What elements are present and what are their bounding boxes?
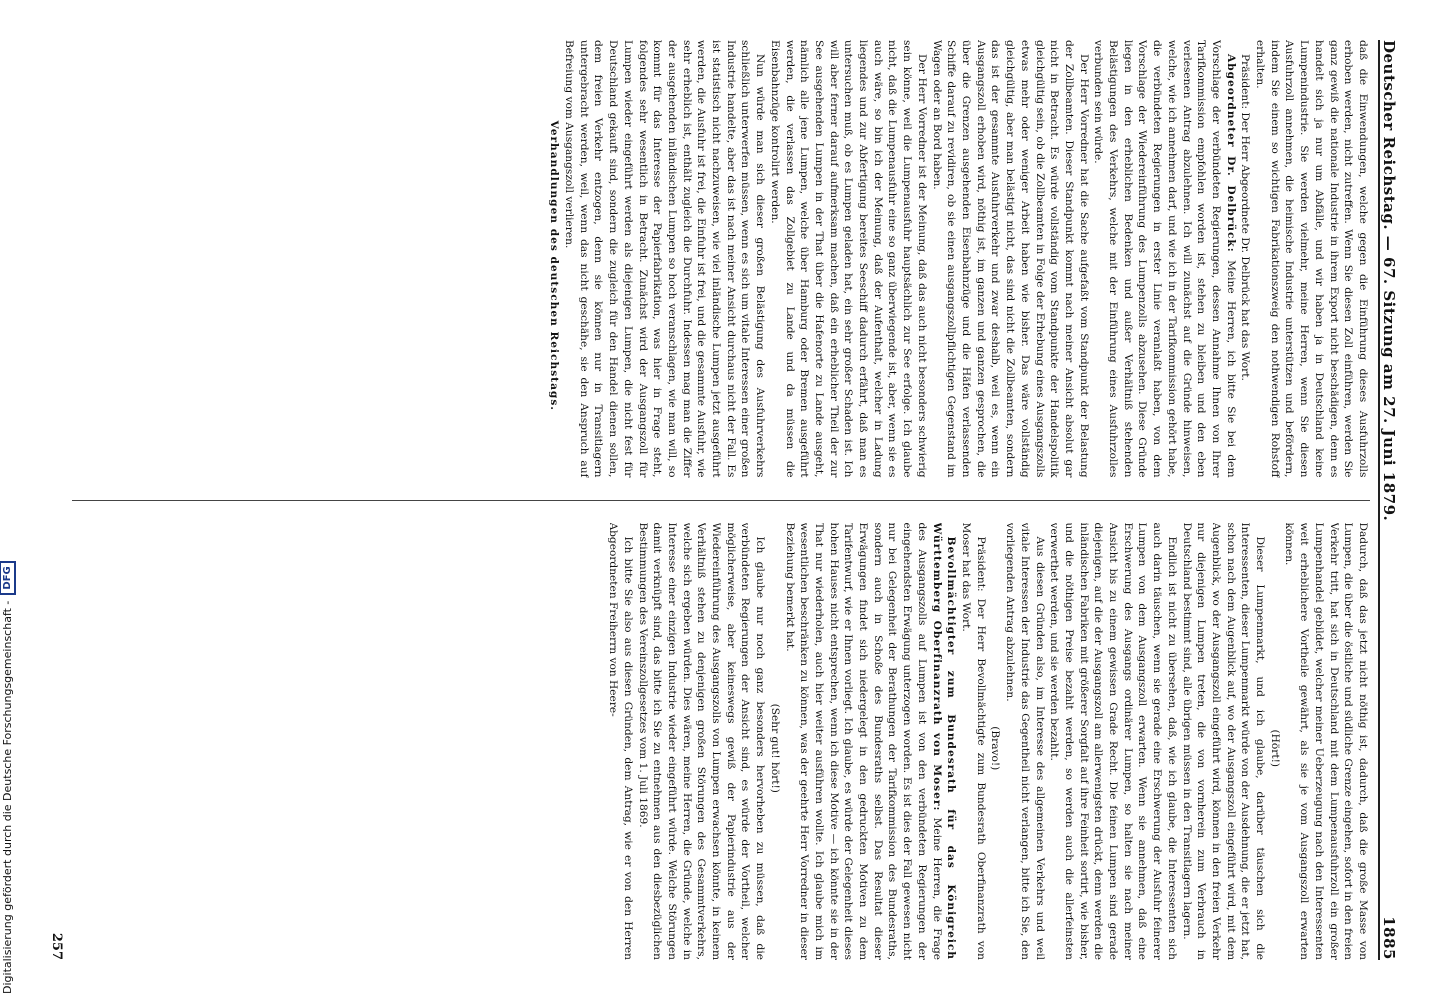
speaker-name: Abgeordneter Dr. Delbrück: [1224, 54, 1237, 253]
dfg-logo-icon: DFG [0, 561, 16, 594]
paragraph: Ich bitte Sie also aus diesen Gründen, dem Antrag, wie er von den Herren Abgeordneten Freiherrn von Heere- [607, 522, 634, 960]
paragraph: Ich glaube nur noch ganz besonders hervorheben zu müssen, daß die verbündeten Regierungen der Ansicht sind, es würde der Vortheil, welcher möglicherweise, aber keineswegs gewiß der Papierindustrie aus der Wiedereinführung des Ausgangszolls von Lumpen erwachsen könnte, in keinem Verhältniß stehen zu denjenigen großen Störungen des Gesammtverkehrs, welche sich ergeben würden. Dies wären, meine Herren, die Gründe, welche in Interesse einer einzigen Industrie wieder eingeführt würde. Welche Störungen damit verknüpft sind, das bitte ich Sie zu entnehmen aus den diesbezüglichen Bestimmungen des Vereinszollgesetzes vom 1. Juli 1869. [636, 522, 767, 960]
page-header [1378, 40, 1408, 960]
interjection: (Sehr gut! hört!) [768, 703, 781, 793]
paragraph: Dadurch, daß das jetzt nicht nöthig ist, dadurch, daß die große Masse von Lumpen, die über die östliche und südliche Grenze eingehen, sofort in den freien Verkehr tritt, hat sich in Deutschland mit dem Lumpenausfuhrzoll ein großer Lumpenhandel gebildet, welcher meiner Ueberzeugung nach den Interessenten weit erheblichere Vortheile gewährt, als sie je vom Ausgangszoll erwarten können. [1283, 522, 1369, 960]
speech-paragraph [1091, 40, 1238, 478]
president-line: Präsident: Der Herr Abgeordnete Dr. Delbrück hat das Wort. [1239, 54, 1252, 381]
paragraph: daß die Einwendungen, welche gegen die Einführung dieses Ausfuhrzolls erhoben werden, nicht zutreffen. Wenn Sie diesen Zoll einführen, werden Sie ganz gewiß die nationale Industrie in ihrem Export nicht beschädigen, denn es handelt sich ja nur um Abfälle, und wir haben ja in Deutschland keine Lumpenindustrie. Sie werden vielmehr, meine Herren, wenn Sie diesen Ausfuhrzoll annehmen, die heimische Industrie unterstützen und befördern, indem Sie einem so wichtigen Fabrikationszweig den nothwendigen Rohstoff erhalten. [1254, 40, 1369, 478]
president-statement [1238, 40, 1253, 478]
speaker-name: Bevollmächtigter zum Bundesrath für das Königreich Württemberg Oberfinanzrath von Moser: [930, 522, 958, 960]
column-divider [72, 500, 1370, 501]
paragraph: Nun würde man sich dieser großen Belästigung des Ausfuhrverkehrs schließlich unterwerfen müssen, wenn es sich um vitale Interessen einer großen Industrie handelte, aber das ist nach meiner Ansicht durchaus nicht der Fall. Es ist statistisch nicht nachzuweisen, wie viel inländische Lumpen jetzt ausgeführt werden, die Ausfuhr ist frei, die Einfuhr ist frei, und die gesammte Ausfuhr, wie sehr erheblich ist, enthält zugleich die Durchfuhr. Indessen mag man die Ziffer der ausgehenden inländischen Lumpen so hoch veranschlagen, wie man will, so kommt für das Interesse der Papierfabrikation, was hier in Frage steht, folgendes sehr wesentlich in Betracht. Zunächst wird der Ausgangszoll für Lumpen wieder eingeführt werden als diejenigen Lumpen, die nicht fest für Deutschland gekauft sind, sondern die zugleich für den Handel dienen sollen, dem freien Verkehr entzogen, denn sie können nur in Transitlagern untergebracht werden, weil, wenn das nicht geschähe, sie den Anspruch auf Befreiung vom Ausgangszoll verlieren. [563, 40, 767, 478]
text-columns [72, 40, 1370, 960]
paragraph: Dieser Lumpenmarkt, und ich glaube, darüber täuschen sich die Interessenten, dieser Lumpenmarkt würde von der Ausdehnung, die er jetzt hat, schon nach dem Augenblick auf, wo der Ausgangszoll eingeführt wird, mit dem Augenblick, wo der Ausgangszoll eingeführt wird, können in den freien Verkehr nur diejenigen Lumpen treten, die von vornherein zum Verbrauch in Deutschland bestimmt sind, alle übrigen müssen in den Transitlagern lagern. [1180, 522, 1267, 960]
page-number: 1885 [1380, 916, 1398, 960]
right-column [72, 523, 1370, 961]
digitization-watermark [0, 561, 16, 994]
president-statement: Präsident: Der Herr Bevollmächtigte zum Bundesrath Oberfinanzrath von Moser hat das Wort. [960, 522, 987, 960]
interjection: (Bravo!) [989, 726, 1002, 771]
watermark-text: Digitalisierung gefördert durch die Deutsche Forschungsgemeinschaft - [1, 600, 14, 994]
left-column [72, 40, 1370, 478]
speech-text: Meine Herren, ich bitte Sie bei dem Vorschlage der verbündeten Regierungen, dessen Annahme Ihnen von Ihrer Tarifkommission empfohlen worden ist, stehen zu bleiben und den eben verlesenen Antrag abzulehnen. Ich will zunächst auf die Gründe hinweisen, welche, wie ich annehmen darf, und wie ich in der Tarifkommission gehört habe, die verbündeten Regierungen in erster Linie veranlaßt haben, von dem Vorschlage der Wiedereinführung des Lumpenzolls abzusehen. Diese Gründe liegen in den erheblichen Bedenken und außer Verhältniß stehenden Belästigungen des Verkehrs, welche mit der Einführung eines Ausfuhrzolles verbunden sein würde. [1092, 40, 1237, 478]
paragraph: Der Herr Vorredner ist der Meinung, daß das auch nicht besonders schwierig sein könne, weil die Lumpenausfuhr hauptsächlich zur See erfolge. Ich glaube nicht, daß die Lumpenausfuhr eine so ganz überwiegende ist, aber, wenn sie es auch wäre, so bin ich der Meinung, daß der Aufenthalt, welcher in Ladung liegendes und zur Abfertigung bereites Seeschiff dadurch erfährt, daß man es untersuchen muß, ob es Lumpen geladen hat, ein sehr großer Schaden ist. Ich will aber ferner darauf aufmerksam machen, daß ein erheblicher Theil der zur See ausgehenden Lumpen in der That über die Hafenorte zu Lande ausgeht, nämlich alle jene Lumpen, welche über Hamburg oder Bremen ausgeführt werden, die verlassen das Zollgebiet zu Lande und da müssen die Eisenbahnzüge kontrolirt werden. [768, 40, 928, 478]
paragraph: Der Herr Vorredner hat die Sache aufgefaßt vom Standpunkt der Belastung der Zollbeamten. Dieser Standpunkt kommt nach meiner Ansicht absolut gar nicht in Betracht. Es würde vollständig vom Standpunkte der Handelspolitik gleichgültig sein, ob die Zollbeamten in Folge der Erhebung eines Ausgangszolls etwas mehr oder weniger Arbeit haben wie bisher. Das wäre vollständig gleichgültig, aber man belästigt nicht, das sind nicht die Zollbeamten, sondern das ist der gesammte Ausfuhrverkehr und zwar deshalb, weil es, wenn ein Ausgangszoll erhoben wird, nöthig ist, im ganzen und ganzen gesprochen, die über die Grenzen ausgehenden Eisenbahnzüge und die Häfen verlassenden Schiffe darauf zu revidiren, ob sie einen ausgangszollpflichtigen Gegenstand im Wagen oder an Bord haben. [930, 40, 1090, 478]
publication-footer: Verhandlungen des deutschen Reichstags. [548, 120, 561, 411]
running-title: Deutscher Reichstag. — 67. Sitzung am 27. Juni 1879. [1380, 40, 1398, 522]
page-footer-number: 257 [49, 932, 64, 960]
interjection: (Hört!) [1268, 729, 1281, 767]
speech-text: Meine Herren, die Frage des Ausgangszolls auf Lumpen ist von den verbündeten Regierungen der eingehendsten Erwägung unterzogen worden. Es ist dies der Fall gewesen nicht nur bei Gelegenheit der Berathungen der Tarifkommission des Bundesraths, sondern auch in Schoße des Bundesraths selbst. Das Resultat dieser Erwägungen findet sich niedergelegt in den gedruckten Motiven zu dem Tarifentwurf, wie er Ihnen vorliegt. Ich glaube, es würde der Gelegenheit dieses hohen Hauses nicht entsprechen, wenn ich diese Motive — ich könnte sie in der That nur wiederholen, auch hier weiter ausführen wollte. Ich glaube mich im wesentlichen beschränken zu können, was der geehrte Herr Vorredner in dieser Beziehung bemerkt hat. [783, 522, 943, 960]
paragraph: Endlich ist nicht zu übersehen, daß, wie ich glaube, die Interessenten sich auch darin täuschen, wenn sie gerade eine Erschwerung der Ausfuhr feinerer Lumpen von dem Ausgangszoll erwarten. Wenn sie annehmen, daß eine Erschwerung des Ausgangs ordinärer Lumpen, so halten sie nach meiner Ansicht bis zu einem gewissen Grade Recht. Die feinen Lumpen sind gerade diejenigen, auf die der Ausgangszoll am allerwenigsten drückt, denn werden die inländischen Fabriken mit größerer Sorgfalt auf ihre Feinheit sortirt, wie bisher, und die nöthigen Preise bezahlt werden, so werden auch die allerfeinsten verwerthet werden, und sie werden bezahlt. [1048, 522, 1178, 960]
paragraph: Aus diesen Gründen also, im Interesse des allgemeinen Verkehrs und weil vitale Interessen der Industrie das Gegentheil nicht verlangen, bitte ich Sie, den vorliegenden Antrag abzulehnen. [1004, 522, 1046, 960]
speech-paragraph [782, 523, 958, 961]
